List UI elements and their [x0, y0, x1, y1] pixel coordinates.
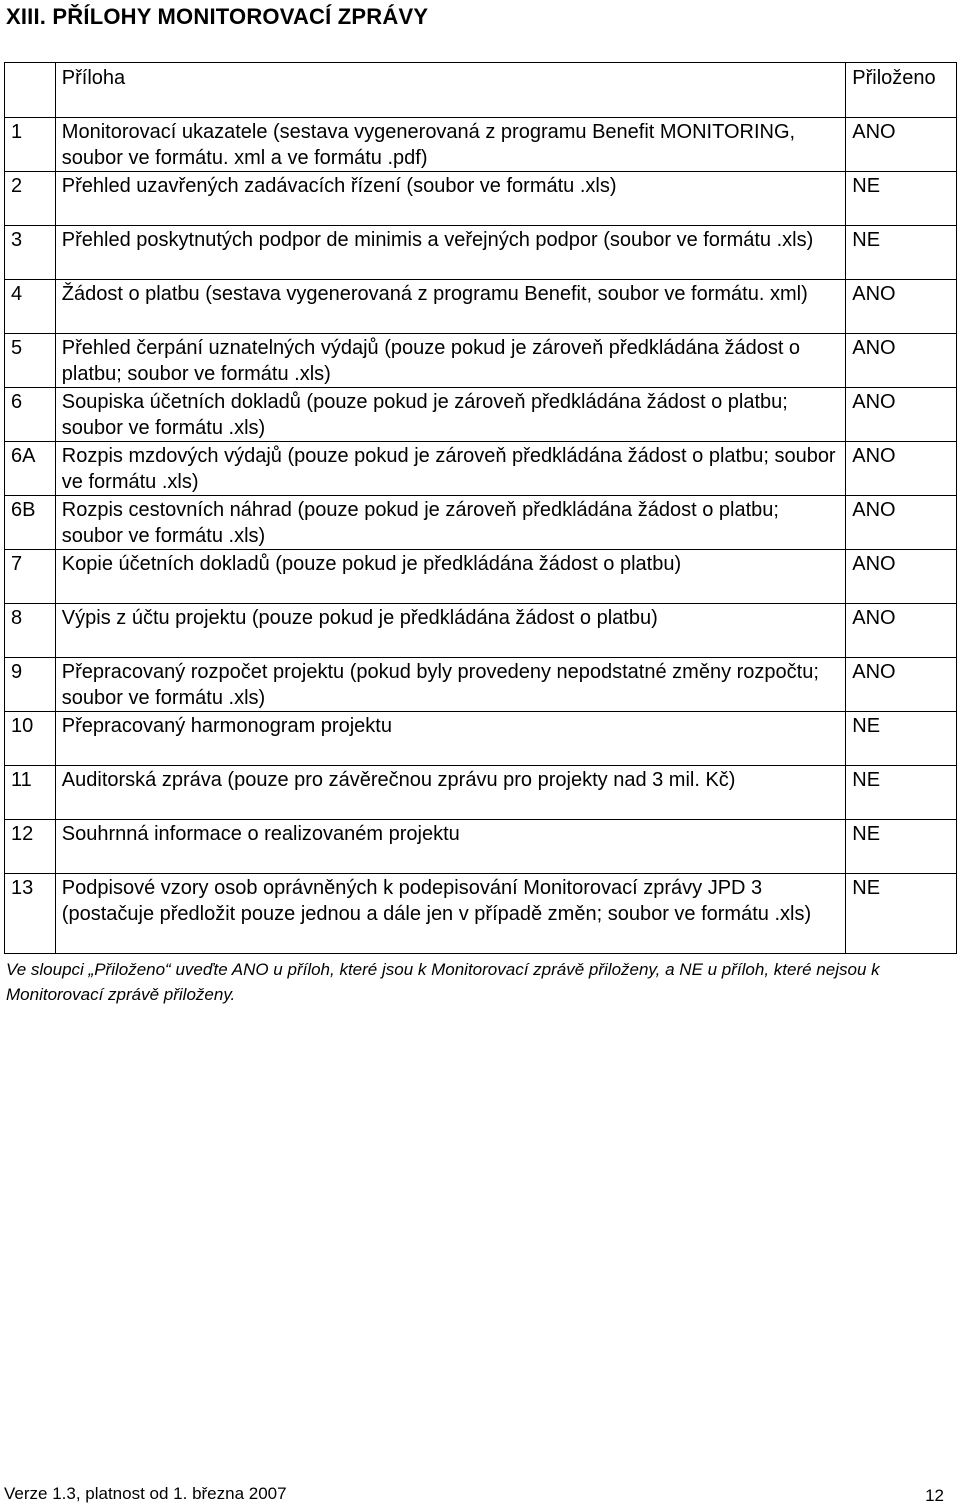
- table-row: [5, 496, 957, 550]
- row-number: 5: [5, 334, 56, 388]
- row-number: 12: [5, 820, 56, 874]
- row-attached-value: ANO: [846, 658, 957, 712]
- row-number: 4: [5, 280, 56, 334]
- row-attached-value: ANO: [846, 496, 957, 550]
- row-attached-value: ANO: [846, 280, 957, 334]
- row-attached-value: ANO: [846, 550, 957, 604]
- table-row: [5, 226, 957, 280]
- table-row: [5, 874, 957, 954]
- row-number: 8: [5, 604, 56, 658]
- row-attached-value: NE: [846, 226, 957, 280]
- header-number: [5, 63, 56, 118]
- row-attached-value: ANO: [846, 118, 957, 172]
- header-attachment: Příloha: [55, 63, 845, 118]
- row-attached-value: ANO: [846, 334, 957, 388]
- row-attached-value: NE: [846, 172, 957, 226]
- row-attached-value: NE: [846, 766, 957, 820]
- row-number: 9: [5, 658, 56, 712]
- row-description: Výpis z účtu projektu (pouze pokud je předkládána žádost o platbu): [55, 604, 845, 658]
- instruction-note: Ve sloupci „Přiloženo“ uveďte ANO u příloh, které jsou k Monitorovací zprávě přiloženy, a NE u příloh, které nejsou k Monitorovací zprávě přiloženy.: [6, 960, 880, 1004]
- row-description: Přehled poskytnutých podpor de minimis a veřejných podpor (soubor ve formátu .xls): [55, 226, 845, 280]
- table-header-row: [5, 63, 957, 118]
- header-attached: Přiloženo: [846, 63, 957, 118]
- table-row: [5, 172, 957, 226]
- row-description: Přehled uzavřených zadávacích řízení (soubor ve formátu .xls): [55, 172, 845, 226]
- table-row: [5, 712, 957, 766]
- row-description: Rozpis cestovních náhrad (pouze pokud je zároveň předkládána žádost o platbu; soubor ve formátu .xls): [55, 496, 845, 550]
- page-number: 12: [925, 1486, 944, 1505]
- table-row: [5, 280, 957, 334]
- row-number: 6: [5, 388, 56, 442]
- row-number: 6A: [5, 442, 56, 496]
- row-number: 1: [5, 118, 56, 172]
- table-row: [5, 388, 957, 442]
- row-description: Monitorovací ukazatele (sestava vygenerovaná z programu Benefit MONITORING, soubor ve formátu. xml a ve formátu .pdf): [55, 118, 845, 172]
- table-row: [5, 820, 957, 874]
- row-description: Auditorská zpráva (pouze pro závěrečnou zprávu pro projekty nad 3 mil. Kč): [55, 766, 845, 820]
- row-description: Rozpis mzdových výdajů (pouze pokud je zároveň předkládána žádost o platbu; soubor ve formátu .xls): [55, 442, 845, 496]
- table-row: [5, 334, 957, 388]
- row-attached-value: ANO: [846, 388, 957, 442]
- table-row: [5, 550, 957, 604]
- row-attached-value: ANO: [846, 442, 957, 496]
- row-attached-value: NE: [846, 712, 957, 766]
- section-title: XIII. PŘÍLOHY MONITOROVACÍ ZPRÁVY: [6, 4, 429, 29]
- footer-version: Verze 1.3, platnost od 1. března 2007: [4, 1484, 287, 1503]
- row-description: Soupiska účetních dokladů (pouze pokud je zároveň předkládána žádost o platbu; soubor ve formátu .xls): [55, 388, 845, 442]
- row-description: Přehled čerpání uznatelných výdajů (pouze pokud je zároveň předkládána žádost o platbu; soubor ve formátu .xls): [55, 334, 845, 388]
- attachments-table: [4, 62, 957, 954]
- row-number: 10: [5, 712, 56, 766]
- row-description: Přepracovaný harmonogram projektu: [55, 712, 845, 766]
- row-description: Kopie účetních dokladů (pouze pokud je předkládána žádost o platbu): [55, 550, 845, 604]
- row-description: Podpisové vzory osob oprávněných k podepisování Monitorovací zprávy JPD 3 (postačuje předložit pouze jednou a dále jen v případě změn; soubor ve formátu .xls): [55, 874, 845, 954]
- row-number: 2: [5, 172, 56, 226]
- row-number: 7: [5, 550, 56, 604]
- table-row: [5, 118, 957, 172]
- table-row: [5, 766, 957, 820]
- row-number: 11: [5, 766, 56, 820]
- row-description: Souhrnná informace o realizovaném projektu: [55, 820, 845, 874]
- table-row: [5, 658, 957, 712]
- table-row: [5, 604, 957, 658]
- row-attached-value: ANO: [846, 604, 957, 658]
- row-attached-value: NE: [846, 820, 957, 874]
- row-number: 13: [5, 874, 56, 954]
- row-description: Žádost o platbu (sestava vygenerovaná z programu Benefit, soubor ve formátu. xml): [55, 280, 845, 334]
- row-number: 3: [5, 226, 56, 280]
- row-attached-value: NE: [846, 874, 957, 954]
- table-row: [5, 442, 957, 496]
- row-description: Přepracovaný rozpočet projektu (pokud byly provedeny nepodstatné změny rozpočtu; soubor ve formátu .xls): [55, 658, 845, 712]
- row-number: 6B: [5, 496, 56, 550]
